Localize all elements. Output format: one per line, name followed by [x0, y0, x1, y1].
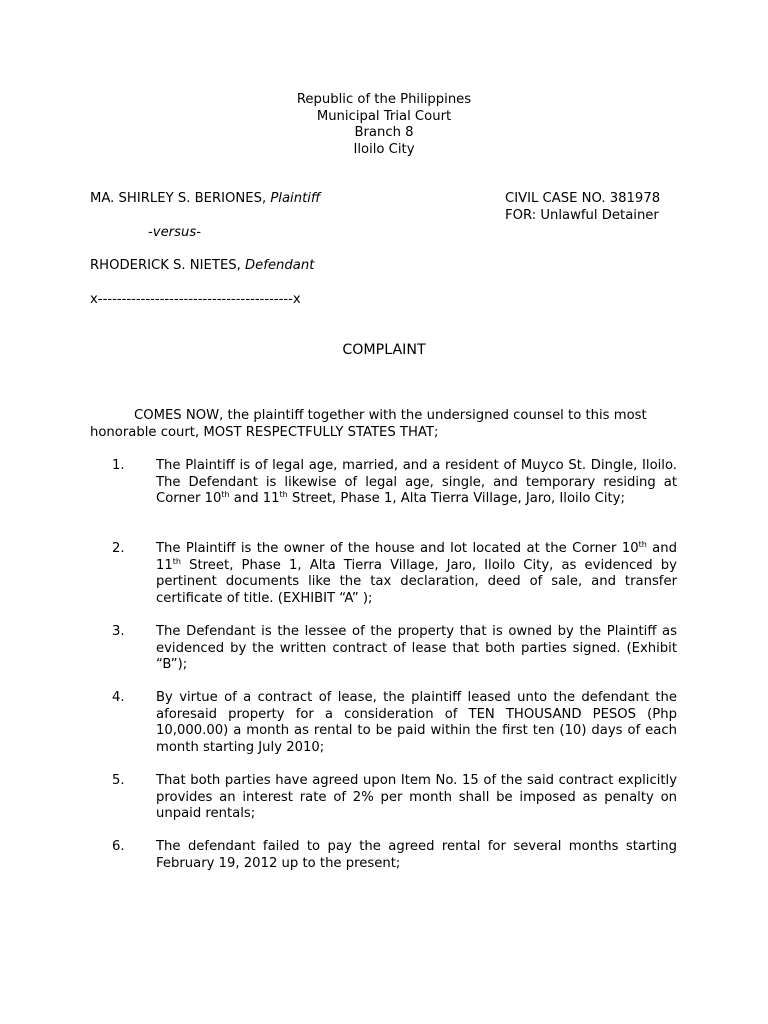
item-number: 4. — [112, 690, 125, 705]
plaintiff-line — [90, 191, 320, 208]
plaintiff-name: MA. SHIRLEY S. BERIONES, — [90, 191, 271, 206]
item-text: The defendant failed to pay the agreed rental for several months starting February 19, 2012 up to the present; — [156, 839, 677, 871]
header-branch: Branch 8 — [354, 125, 414, 141]
item-text: The Defendant is the lessee of the property that is owned by the Plaintiff as evidenced by the written contract of lease that both parties signed. (Exhibit “B”); — [156, 624, 677, 673]
item-number: 5. — [112, 773, 125, 788]
item-text: The Plaintiff is the owner of the house and lot located at the Corner 10th and 11th Street, Phase 1, Alta Tierra Village, Jaro, Iloilo City, as evidenced by pertinent documents like the tax declaration, deed of sale, and transfer certificate of title. (EXHIBIT “A” ); — [156, 540, 677, 606]
caption-separator: x-----------------------------------------x — [90, 292, 301, 307]
court-header — [0, 92, 768, 158]
item-number: 3. — [112, 624, 125, 639]
document-title: COMPLAINT — [342, 342, 426, 358]
item-number: 6. — [112, 839, 125, 854]
versus-label: -versus- — [148, 225, 201, 240]
item-number: 2. — [112, 541, 125, 556]
header-court: Municipal Trial Court — [316, 108, 452, 124]
item-text: The Plaintiff is of legal age, married, and a resident of Muyco St. Dingle, Iloilo. The Defendant is likewise of legal age, single, and temporary residing at Corner 10th and 11th Street, Phase 1, Alta Tierra Village, Jaro, Iloilo City; — [156, 458, 677, 507]
case-nature: FOR: Unlawful Detainer — [505, 208, 659, 223]
item-number: 1. — [112, 458, 125, 473]
header-republic: Republic of the Philippines — [296, 92, 472, 107]
item-text: That both parties have agreed upon Item No. 15 of the said contract explicitly provides an interest rate of 2% per month shall be imposed as penalty on unpaid rentals; — [156, 773, 677, 822]
case-number: CIVIL CASE NO. 381978 — [505, 191, 661, 206]
defendant-role: Defendant — [245, 258, 315, 273]
defendant-name: RHODERICK S. NIETES, — [90, 258, 246, 273]
header-city: Iloilo City — [353, 141, 415, 157]
intro-paragraph: COMES NOW, the plaintiff together with the undersigned counsel to this most honorable court, MOST RESPECTFULLY STATES THAT; — [90, 408, 647, 440]
defendant-line — [90, 258, 314, 275]
plaintiff-role: Plaintiff — [270, 191, 321, 206]
item-text: By virtue of a contract of lease, the plaintiff leased unto the defendant the aforesaid property for a consideration of TEN THOUSAND PESOS (Php 10,000.00) a month as rental to be paid within the first ten (10) days of each month starting July 2010; — [156, 690, 677, 755]
